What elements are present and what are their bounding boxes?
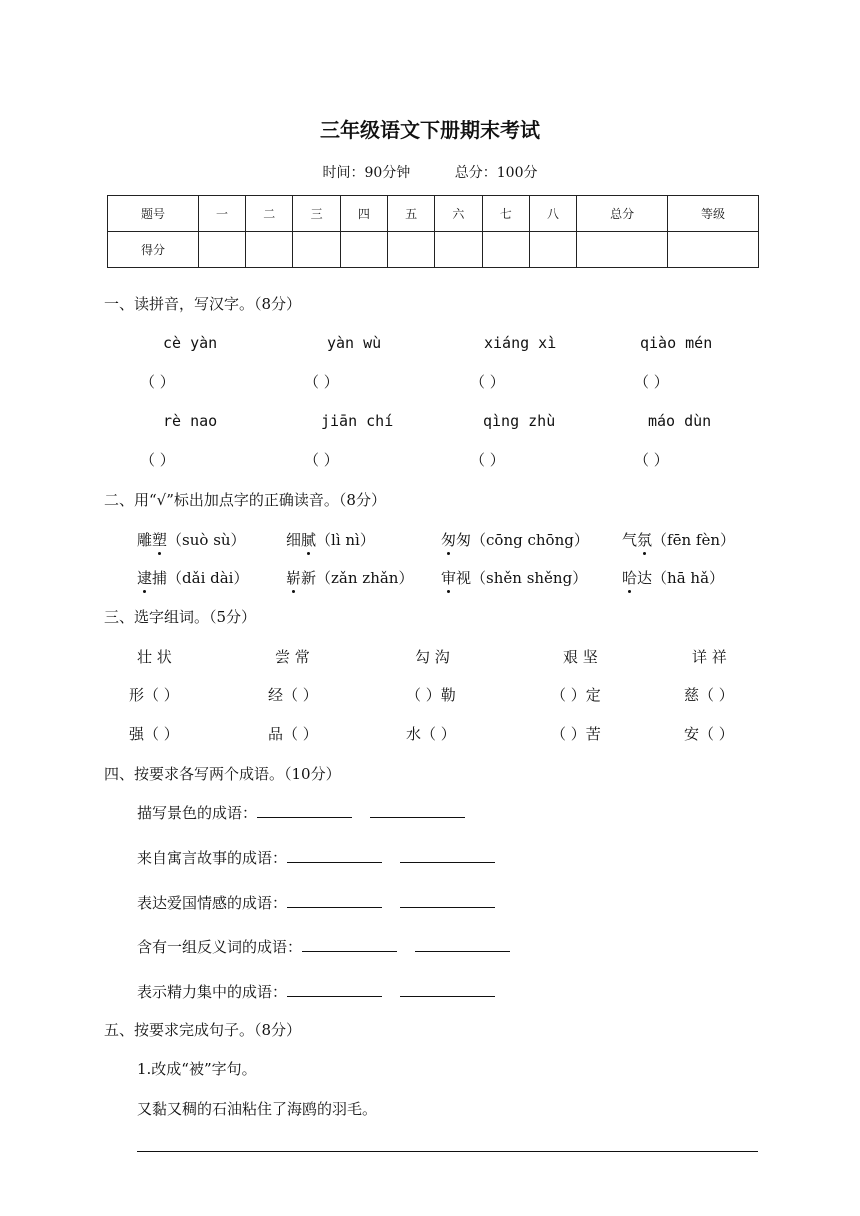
pinyin: máo dùn — [648, 412, 712, 430]
char-pair: 详 祥 — [692, 648, 727, 666]
score-header-cell: 题号 — [108, 196, 199, 232]
pronunciation-options[interactable]: （hā hǎ） — [652, 569, 725, 587]
reading-item: 哈达（hā hǎ） — [622, 569, 725, 587]
section3-heading: 三、选字组词。（5分） — [104, 608, 257, 626]
pinyin: qiào mén — [640, 334, 713, 352]
word-blank[interactable]: （ ）苦 — [551, 725, 601, 743]
score-table — [107, 195, 759, 268]
pinyin: jiān chí — [321, 412, 394, 430]
pinyin: yàn wù — [327, 334, 382, 352]
section1-heading: 一、读拼音，写汉字。（8分） — [104, 295, 302, 313]
pronunciation-options[interactable]: （cōng chōng） — [471, 531, 589, 549]
idiom-blank[interactable] — [287, 982, 382, 997]
score-cell — [293, 232, 340, 268]
pronunciation-options[interactable]: （fēn fèn） — [652, 531, 735, 549]
idiom-prompt: 表示精力集中的成语： — [137, 983, 288, 1001]
pronunciation-options[interactable]: （zǎn zhǎn） — [316, 569, 414, 587]
pronunciation-options[interactable]: （lì nì） — [316, 531, 375, 549]
word-blank[interactable]: 经（ ） — [268, 686, 318, 704]
char-pair: 尝 常 — [275, 648, 310, 666]
section5-heading: 五、按要求完成句子。（8分） — [104, 1021, 302, 1039]
score-header-cell: 四 — [340, 196, 387, 232]
idiom-item — [137, 802, 483, 823]
pinyin: xiáng xì — [484, 334, 557, 352]
question-1: 1.改成“被”字句。 — [137, 1060, 257, 1078]
idiom-blank[interactable] — [287, 893, 382, 908]
reading-item: 匆匆（cōng chōng） — [441, 531, 589, 549]
pronunciation-options[interactable]: （dǎi dài） — [167, 569, 249, 587]
score-header-cell: 总分 — [577, 196, 668, 232]
score-header-cell: 等级 — [668, 196, 759, 232]
word-blank[interactable]: （ ）定 — [551, 686, 601, 704]
answer-paren[interactable]: （ ） — [304, 451, 339, 469]
idiom-blank[interactable] — [415, 937, 510, 952]
word-blank[interactable]: 慈（ ） — [684, 686, 734, 704]
word-blank[interactable]: 强（ ） — [129, 725, 179, 743]
word-blank[interactable]: 水（ ） — [406, 725, 456, 743]
pinyin: rè nao — [163, 412, 218, 430]
answer-paren[interactable]: （ ） — [634, 451, 669, 469]
score-header-cell: 五 — [388, 196, 435, 232]
exam-time: 时间：90分钟 — [322, 165, 411, 181]
score-cell — [246, 232, 293, 268]
word-blank[interactable]: （ ）勒 — [406, 686, 456, 704]
pronunciation-options[interactable]: （suò sù） — [167, 531, 246, 549]
score-table-header — [108, 196, 759, 232]
section2-heading: 二、用“√”标出加点字的正确读音。（8分） — [104, 491, 386, 509]
score-table-row — [108, 232, 759, 268]
answer-paren[interactable]: （ ） — [304, 373, 339, 391]
exam-info — [0, 162, 860, 182]
word-blank[interactable]: 品（ ） — [268, 725, 318, 743]
answer-paren[interactable]: （ ） — [140, 451, 175, 469]
reading-item: 审视（shěn shěng） — [441, 569, 588, 587]
score-cell — [198, 232, 245, 268]
idiom-blank[interactable] — [370, 803, 465, 818]
reading-item: 崭新（zǎn zhǎn） — [286, 569, 414, 587]
reading-item: 细腻（lì nì） — [286, 531, 375, 549]
reading-item: 雕塑（suò sù） — [137, 531, 246, 549]
answer-line[interactable] — [137, 1151, 758, 1152]
score-cell — [577, 232, 668, 268]
dotted-char: 崭 — [286, 569, 302, 587]
idiom-blank[interactable] — [400, 848, 495, 863]
pronunciation-options[interactable]: （shěn shěng） — [471, 569, 588, 587]
dotted-char: 塑 — [152, 531, 168, 549]
score-cell — [435, 232, 482, 268]
question-1-sentence: 又黏又稠的石油粘住了海鸥的羽毛。 — [137, 1100, 378, 1118]
dotted-char: 哈 — [622, 569, 638, 587]
section4-heading: 四、按要求各写两个成语。（10分） — [104, 765, 341, 783]
score-cell — [482, 232, 529, 268]
score-header-cell: 一 — [198, 196, 245, 232]
score-cell — [388, 232, 435, 268]
dotted-char: 审 — [441, 569, 457, 587]
score-cell — [668, 232, 759, 268]
char-pair: 勾 沟 — [415, 648, 450, 666]
answer-paren[interactable]: （ ） — [470, 373, 505, 391]
idiom-item — [137, 892, 513, 913]
dotted-char: 氛 — [637, 531, 653, 549]
score-header-cell: 二 — [246, 196, 293, 232]
idiom-item — [137, 847, 513, 868]
idiom-prompt: 来自寓言故事的成语： — [137, 849, 288, 867]
score-header-cell: 三 — [293, 196, 340, 232]
idiom-blank[interactable] — [400, 982, 495, 997]
score-cell — [340, 232, 387, 268]
idiom-item — [137, 981, 513, 1002]
char-pair: 壮 状 — [137, 648, 172, 666]
score-header-cell: 七 — [482, 196, 529, 232]
idiom-item — [137, 936, 528, 957]
idiom-prompt: 表达爱国情感的成语： — [137, 894, 288, 912]
pinyin: cè yàn — [163, 334, 218, 352]
char-pair: 艰 坚 — [563, 648, 598, 666]
answer-paren[interactable]: （ ） — [634, 373, 669, 391]
score-header-cell: 八 — [529, 196, 576, 232]
page-title: 三年级语文下册期末考试 — [320, 118, 540, 142]
idiom-prompt: 含有一组反义词的成语： — [137, 938, 303, 956]
reading-item: 逮捕（dǎi dài） — [137, 569, 249, 587]
word-blank[interactable]: 安（ ） — [684, 725, 734, 743]
answer-paren[interactable]: （ ） — [140, 373, 175, 391]
dotted-char: 匆 — [441, 531, 457, 549]
exam-total: 总分：100分 — [454, 165, 538, 181]
score-cell — [529, 232, 576, 268]
word-blank[interactable]: 形（ ） — [129, 686, 179, 704]
idiom-blank[interactable] — [400, 893, 495, 908]
score-row-label: 得分 — [108, 232, 199, 268]
idiom-blank[interactable] — [287, 848, 382, 863]
idiom-prompt: 描写景色的成语： — [137, 804, 258, 822]
reading-item: 气氛（fēn fèn） — [622, 531, 735, 549]
idiom-blank[interactable] — [257, 803, 352, 818]
dotted-char: 逮 — [137, 569, 153, 587]
answer-paren[interactable]: （ ） — [470, 451, 505, 469]
score-header-cell: 六 — [435, 196, 482, 232]
dotted-char: 腻 — [301, 531, 317, 549]
pinyin: qìng zhù — [483, 412, 556, 430]
idiom-blank[interactable] — [302, 937, 397, 952]
